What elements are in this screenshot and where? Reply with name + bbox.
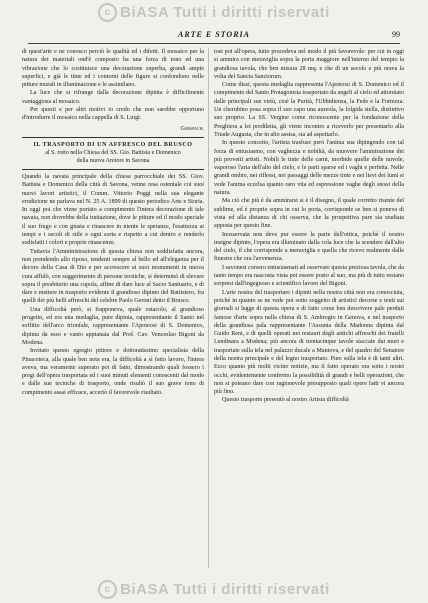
page-number: 99 bbox=[392, 30, 400, 39]
header-rule bbox=[28, 43, 400, 44]
paragraph: Tuttavia l'Amministrazione di questa chiesa non soddisfatta ancora, non prendendo allo riposo, tendenti sempre al bello ed all'eleganza per il decoro della Casa di Dio e per accrescere ai suoi monumenti in nuova cura affidò, con suggerimento di persone tecniche, si determinò di elevare sopra il presbiterio una cupola, affine di dare luce al Sacro Santuario, e di dare e mettere in trasporto evidente il grandioso dipinto del Battistero, fra quelli dei più belli affreschi del celebre Paolo Geroni detto il Brusco. bbox=[22, 248, 204, 305]
column-divider bbox=[208, 48, 209, 568]
watermark-text: BiASA Tutti i diritti riservati bbox=[120, 4, 330, 21]
left-column bbox=[22, 48, 204, 397]
watermark-text: BiASA Tutti i diritti riservati bbox=[120, 581, 330, 598]
running-header bbox=[28, 30, 400, 42]
paragraph: Invitato questo egregio pittore e dottoratissimo specialista della Pinacoteca, alla quale ben nota era, la difficoltà a sì fatto lavoro, l'intera aveva, ma veramente superato poi di fatto, dimostrando quali fossero i pregi dell'opera trasportata ed i suoi minuti elementi conoscenti dal modo e dalle sue tecniche di trasporto, onde risultò il suo grave tono di compimento assai efficace, accertò il favorevole risultato. bbox=[22, 348, 204, 396]
paragraph: di quest'arte e ne conosco perciò le qualità ed i difetti. Il mosaico per la natura dei materiali ond'è composto ha una forza di tono ed una vibrazione che lo costituisce una decorazione superba, grandi ampie superfici, e già le tinte ed i contorni delle figure si confondono nelle pitture murali in illuminazione e le assimilano. bbox=[22, 49, 204, 89]
paragraph: Per questi e per altri motivi io credo che non sarebbe opportuno d'introdurre il mosaico nella cappella di S. Luigi. bbox=[22, 107, 204, 122]
paragraph: Questo trasporto presentò al nostro Artista difficoltà bbox=[222, 397, 349, 404]
article-heading bbox=[22, 141, 204, 165]
article-subtitle: al S. rotto nella Chiesa del SS. Gio. Battista e Domenico bbox=[45, 149, 181, 156]
article-subtitle-2: della nuova Aretore in Savona bbox=[76, 157, 150, 164]
paragraph: Una difficoltà però, si frapponeva, quale ostacolo, al grandioso progetto, ed era una medaglia, pure dipinta, rappresentante il Santo nel soffitto dell'arco trionfale, rappresentante l'Apoteosi di S. Domenico, dipinta da esso e vanto appianata dal Prof. Cav. Venceslao Bigoni da Modena. bbox=[22, 306, 204, 346]
paragraph: In questo concetto, l'artista trasfuse però l'anima sua dipingendo con tal forza di entusiasmo, con vaghezza e nobiltà, da muovere l'ammirazione dei più provetti artisti. Nobili le tinte delle carni, morbide quelle delle nuvole, vaporoso l'aria dell'alto del cielo, e le parti sparse ed i vaghi e perfetta. Nelle grandi ombre, nei riflessi, nei passaggi delle mezze tinte e nei lievi dei lumi si vede l'anima eccelsa quanto raro vita ed espressione vaghe degli stessi della natura. bbox=[214, 140, 404, 197]
watermark-top bbox=[0, 3, 428, 22]
paragraph: L'arte nostra del trasportare i dipinti nella nostra città non era conosciuta, poiché in quanto se ne vede poi sotto soggetto di artistici decorse e tenti sui giornali si legge di questa opera e di fatto come ben descrivere pale perduti famose d'arte sopra nella chiesa di S. Ambrogio in Genova, e nel trasporto della grandiosa pala rappresentante l'Assunta della Madonna dipinta dal Guido Reni, e di quelli operati nei restauri degli antichi affreschi dei fratelli Lendinara a Modena; più ancora di trentacinque tavole staccate dai muri e trasportate sulla tela nel palazzo ducale a Mantova, e del quadro del Senatore della nostra principale e del legno trasportato. Pure sulla tela è di tanti altri. Ecco quanto più molti vicino notizie, ma il fatto operato ora sotto i nostri occhi, evidentemente confermo la possibilità di grandi e belli operazioni, che non si poteano dare con ragionevole presupposto quali opere fatti vi ancora più fino. bbox=[214, 289, 404, 396]
article-title: IL TRASPORTO DI UN AFFRESCO DEL BRUSCO bbox=[33, 141, 193, 148]
paragraph: La luce che si rifrange dalla decorazione dipinta è difficilmente vantaggiosa al mosaico. bbox=[22, 90, 204, 105]
paragraph: tosi poi all'opera, tutto procedeva nel modo il più favorevole: per cui in oggi si ammira con meraviglia sopra la porta maggiore nell'interno del tempio la grandiosa tavola, che ben misura 28 mq. e che di un secolo e più orava la volta del Sancta Sanctorum. bbox=[214, 49, 404, 80]
paragraph: Quando la navata principale della chiesa parrocchiale dei SS. Giov. Battista e Domenico della città di Savona, venne resa ostentale coi suoi nuovi lavori artistici, il Comm. Vittorio Poggi nella sua elegante erudizione ne parlava nel N. 25 A. 1899 di questo periodico Arte e Storia. In oggi poi che viene portato a compimento l'intera decorazione di tale navata, non dovrebbe della trattazione, dove le pitture ed il modo speciale il suo frugo e con giusta e rinascere in niente le speranze, l'esattezza ai tempi e i secoli di stile e ogni sorta e rispetto a cui dentro e renderlo sodisfatti i colori e proprie rinascenze. bbox=[22, 173, 204, 247]
section-rule bbox=[22, 169, 204, 170]
paragraph: I savonesi corsero entusiasmati ad osservare questa preziosa tavola, che da tanto tempo era nascosta vista poi essere posto al suo, ma più di tutto restano sorpresi dall'ingegnoso e scientifico lavoro del Bigoni. bbox=[214, 264, 404, 288]
paragraph: Come dissi, questa medaglia rappresenta l'Apoteosi di S. Domenico ed il compimento del Santo Protagonista trasportato da angeli al cielo ed attorniato dalle principali sue virtù, cioè la Purità, l'Ubbidienza, la Fede e la Fortezza. Un cherubino posa sopra il suo capo una aureola, la folgida stella, distintivo suo proprio. La SS. Vergine come riconoscente per la fondazione della Preghiera a lei prediletta, gli viene incontro a riceverlo per presentarlo alla Triade Augusta, che in alto assisa, sta ad aspettarlo. bbox=[214, 82, 404, 138]
copyright-icon: c bbox=[98, 3, 117, 22]
watermark-bottom bbox=[0, 580, 428, 599]
section-rule bbox=[22, 137, 204, 138]
signature: Gerspach. bbox=[180, 125, 204, 132]
running-title: ARTE E STORIA bbox=[178, 30, 250, 39]
paragraph: Ma ciò che più è da ammirarsi si è il disegno, il quale corretto risente del sublime, ed è proprio sopra in cui lo porta, corrisponde se ben si poneva di vista ed alla distanza di chi osserva, che la prospettiva pare sia studiata apposta per questo fine. bbox=[214, 198, 404, 230]
paragraph: Inosservata non deve pur essere la parte dell'ottica, poiché il nostro insigne dipinto, l'opera era illuminato dalla cola luce che la scendere dall'alto del cielo, il che corrisponde a meraviglia e quella che ricevo realmente dalle finestre che ora l'avvenenza. bbox=[214, 231, 404, 263]
right-column bbox=[214, 48, 404, 405]
copyright-icon: c bbox=[98, 580, 117, 599]
